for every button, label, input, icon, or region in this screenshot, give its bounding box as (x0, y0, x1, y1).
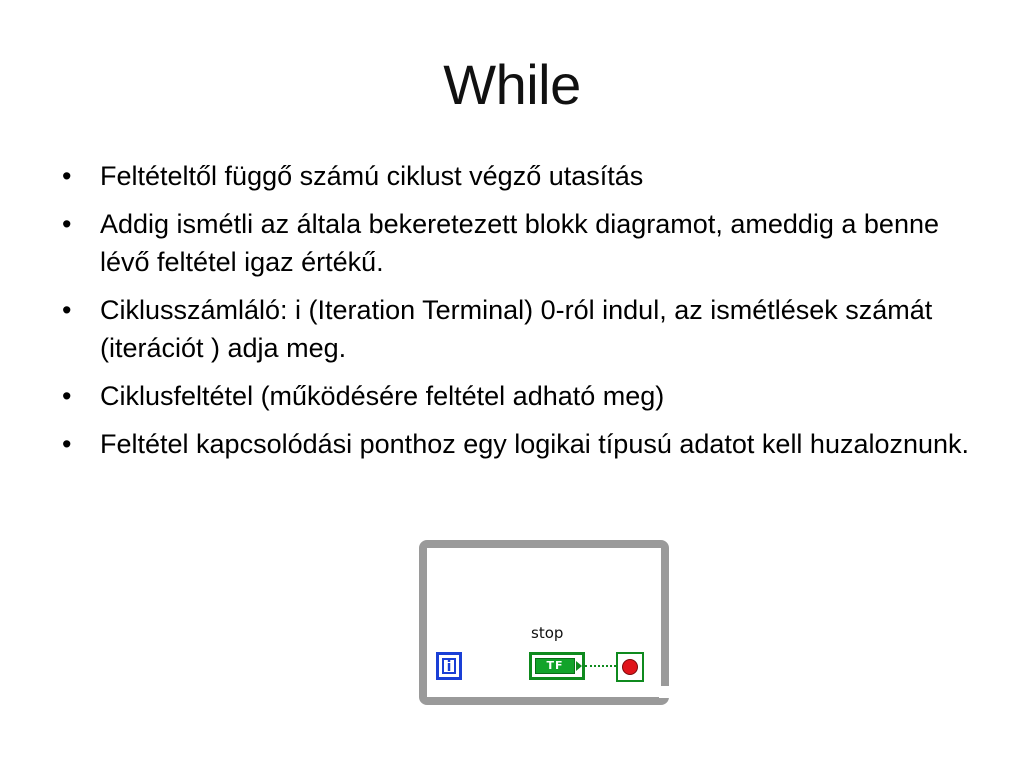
stop-label: stop (531, 624, 564, 642)
boolean-wire (585, 665, 616, 667)
bullet-icon: • (62, 429, 72, 459)
bullet-item (62, 291, 972, 367)
bullet-text: Feltételtől függő számú ciklust végző utasítás (100, 161, 644, 191)
bullet-item (62, 425, 972, 463)
bullet-item (62, 205, 972, 281)
bullet-text: Ciklusszámláló: i (Iteration Terminal) 0-ról indul, az ismétlések számát (iterációt ) adja meg. (100, 295, 933, 363)
stop-sign-icon (622, 659, 638, 675)
bullet-icon: • (62, 295, 72, 325)
bullet-text: Feltétel kapcsolódási ponthoz egy logikai típusú adatot kell huzaloznunk. (100, 429, 970, 459)
bullet-icon: • (62, 381, 72, 411)
bullet-item (62, 157, 972, 195)
tf-label: TF (535, 658, 575, 674)
bullet-icon: • (62, 161, 72, 191)
loop-frame-corner (659, 686, 669, 698)
conditional-terminal-icon (616, 652, 644, 682)
while-loop-diagram (419, 540, 669, 704)
iteration-terminal-icon (436, 652, 462, 680)
bullet-icon: • (62, 209, 72, 239)
bullet-item (62, 377, 972, 415)
iteration-label: i (442, 658, 456, 674)
output-arrow-icon (576, 661, 582, 671)
bullet-text: Ciklusfeltétel (működésére feltétel adható meg) (100, 381, 665, 411)
bullet-list (62, 157, 972, 473)
boolean-control-icon (529, 652, 585, 680)
bullet-text: Addig ismétli az általa bekeretezett blokk diagramot, ameddig a benne lévő feltétel igaz értékű. (100, 209, 939, 277)
slide-title: While (443, 53, 581, 116)
